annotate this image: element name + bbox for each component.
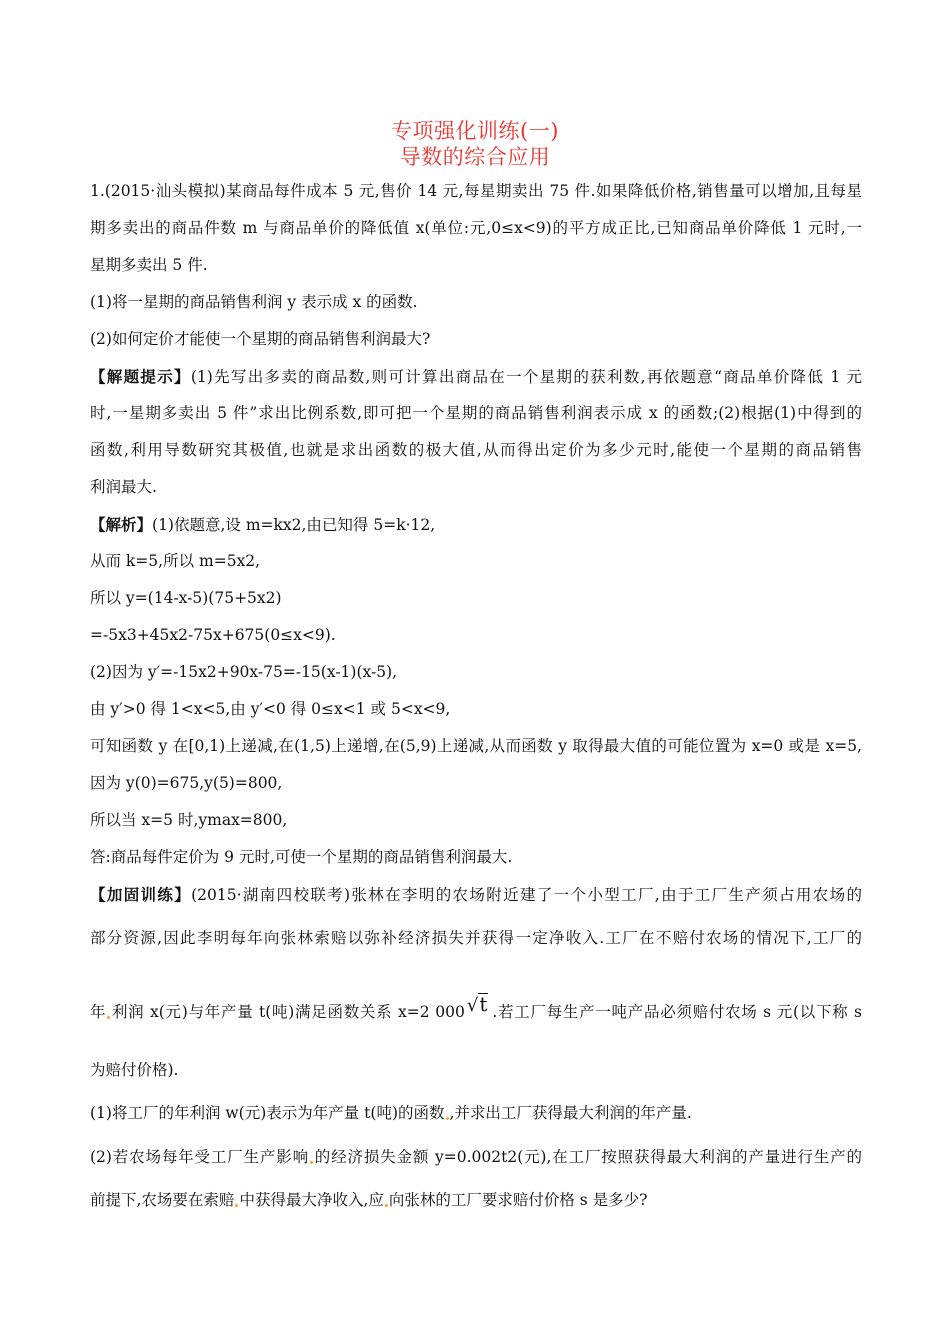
solution-line-5: (2)因为 y′=-15x2+90x-75=-15(x-1)(x-5), <box>90 663 398 681</box>
reinforce-question-1 <box>90 1095 862 1132</box>
reinforce-text-1: (2015·湖南四校联考)张林在李明的农场附近建了一个小型工厂,由于工厂生产须占用农场的 <box>191 886 862 904</box>
mark-dot <box>310 1161 313 1164</box>
solution-line-7: 可知函数 y 在[0,1)上递减,在(1,5)上递增,在(5,9)上递减,从而函数 y 取得最大值的可能位置为 x=0 或是 x=5, <box>90 737 862 755</box>
hint-line-3: 函数,利用导数研究其极值,也就是求出函数的极大值,从而得出定价为多少元时,能使一个星期的商品销售 <box>90 441 862 459</box>
hint-line-2: 时,一星期多卖出 5 件”求出比例系数,即可把一个星期的商品销售利润表示成 x 的函数;(2)根据(1)中得到的 <box>90 404 862 422</box>
square-root-symbol: √t <box>466 992 488 1016</box>
sqrt-argument: t <box>479 992 488 1016</box>
solution-line-4: =-5x3+45x2-75x+675(0≤x<9). <box>90 626 336 644</box>
reinforce-q1-text-a: (1)将工厂的年利润 w(元)表示为年产量 t(吨)的函数 <box>90 1104 445 1122</box>
solution-line-2: 从而 k=5,所以 m=5x2, <box>90 552 261 570</box>
reinforce-q3-text-b: 中获得最大净收入,应 <box>239 1191 384 1209</box>
reinforce-text-3b: 利润 x(元)与年产量 t(吨)满足函数关系 x=2 000 <box>111 1003 465 1021</box>
mark-dot <box>446 1117 449 1120</box>
solution-line-3: 所以 y=(14-x-5)(75+5x2) <box>90 589 282 607</box>
reinforce-q1-text-b: ,并求出工厂获得最大利润的年产量. <box>449 1104 692 1122</box>
reinforce-line-2: 部分资源,因此李明每年向张林索赔以弥补经济损失并获得一定净收入.工厂在不赔付农场的情况下,工厂的 <box>90 929 862 947</box>
document-body <box>90 173 862 1219</box>
hint-text-1: (1)先写出多卖的商品数,则可计算出商品在一个星期的获利数,再依题意“商品单价降低 1 元 <box>190 368 862 386</box>
solution-line-1 <box>90 506 862 543</box>
reinforce-q2-text-a: (2)若农场每年受工厂生产影响 <box>90 1148 309 1166</box>
reinforce-question-2 <box>90 1132 862 1182</box>
reinforce-line-4: 为赔付价格). <box>90 1061 179 1079</box>
reinforce-text-3a: 年 <box>90 1003 107 1021</box>
solution-line-9: 所以当 x=5 时,ymax=800, <box>90 811 288 829</box>
problem1-line-2: 期多卖出的商品件数 m 与商品单价的降低值 x(单位:元,0≤x<9)的平方成正比,已知商品单价降低 1 元时,一 <box>90 219 862 237</box>
mark-dot <box>385 1204 388 1207</box>
reinforce-q3-text-a: 前提下,农场要在索赔 <box>90 1191 235 1209</box>
solution-line-10: 答:商品每件定价为 9 元时,可使一个星期的商品销售利润最大. <box>90 848 513 866</box>
problem1-line-3: 星期多卖出 5 件. <box>90 256 208 274</box>
mark-dot <box>235 1204 238 1207</box>
document-title <box>0 118 950 170</box>
hint-tag: 【解题提示】 <box>90 367 191 386</box>
problem1-question-2: (2)如何定价才能使一个星期的商品销售利润最大? <box>90 330 431 348</box>
reinforce-line-3 <box>90 963 862 1045</box>
reinforce-q2-text-b: 的经济损失金额 y=0.002t2(元),在工厂按照获得最大利润的产量进行生产的 <box>313 1148 862 1166</box>
reinforce-text-3c: .若工厂每生产一吨产品必须赔付农场 s 元(以下称 s <box>492 1003 862 1021</box>
solution-line-8: 因为 y(0)=675,y(5)=800, <box>90 774 283 792</box>
problem1-line-1: 1.(2015·汕头模拟)某商品每件成本 5 元,售价 14 元,每星期卖出 75 件.如果降低价格,销售量可以增加,且每星 <box>90 182 862 200</box>
reinforce-q3-text-c: 向张林的工厂要求赔付价格 s 是多少? <box>388 1191 648 1209</box>
hint-line-4: 利润最大. <box>90 478 157 496</box>
solution-text-1: (1)依题意,设 m=kx2,由已知得 5=k·12, <box>152 516 436 534</box>
problem1-question-1: (1)将一星期的商品销售利润 y 表示成 x 的函数. <box>90 293 418 311</box>
solution-tag: 【解析】 <box>90 515 153 534</box>
title-line-1: 专项强化训练(一) <box>391 119 559 143</box>
mark-dot <box>107 1016 110 1019</box>
hint-line-1 <box>90 358 862 395</box>
reinforce-tag: 【加固训练】 <box>90 885 192 904</box>
solution-line-6: 由 y′>0 得 1<x<5,由 y′<0 得 0≤x<1 或 5<x<9, <box>90 700 451 718</box>
reinforce-line-1 <box>90 876 862 913</box>
title-line-2: 导数的综合应用 <box>399 145 551 169</box>
reinforce-question-2-cont <box>90 1182 862 1219</box>
